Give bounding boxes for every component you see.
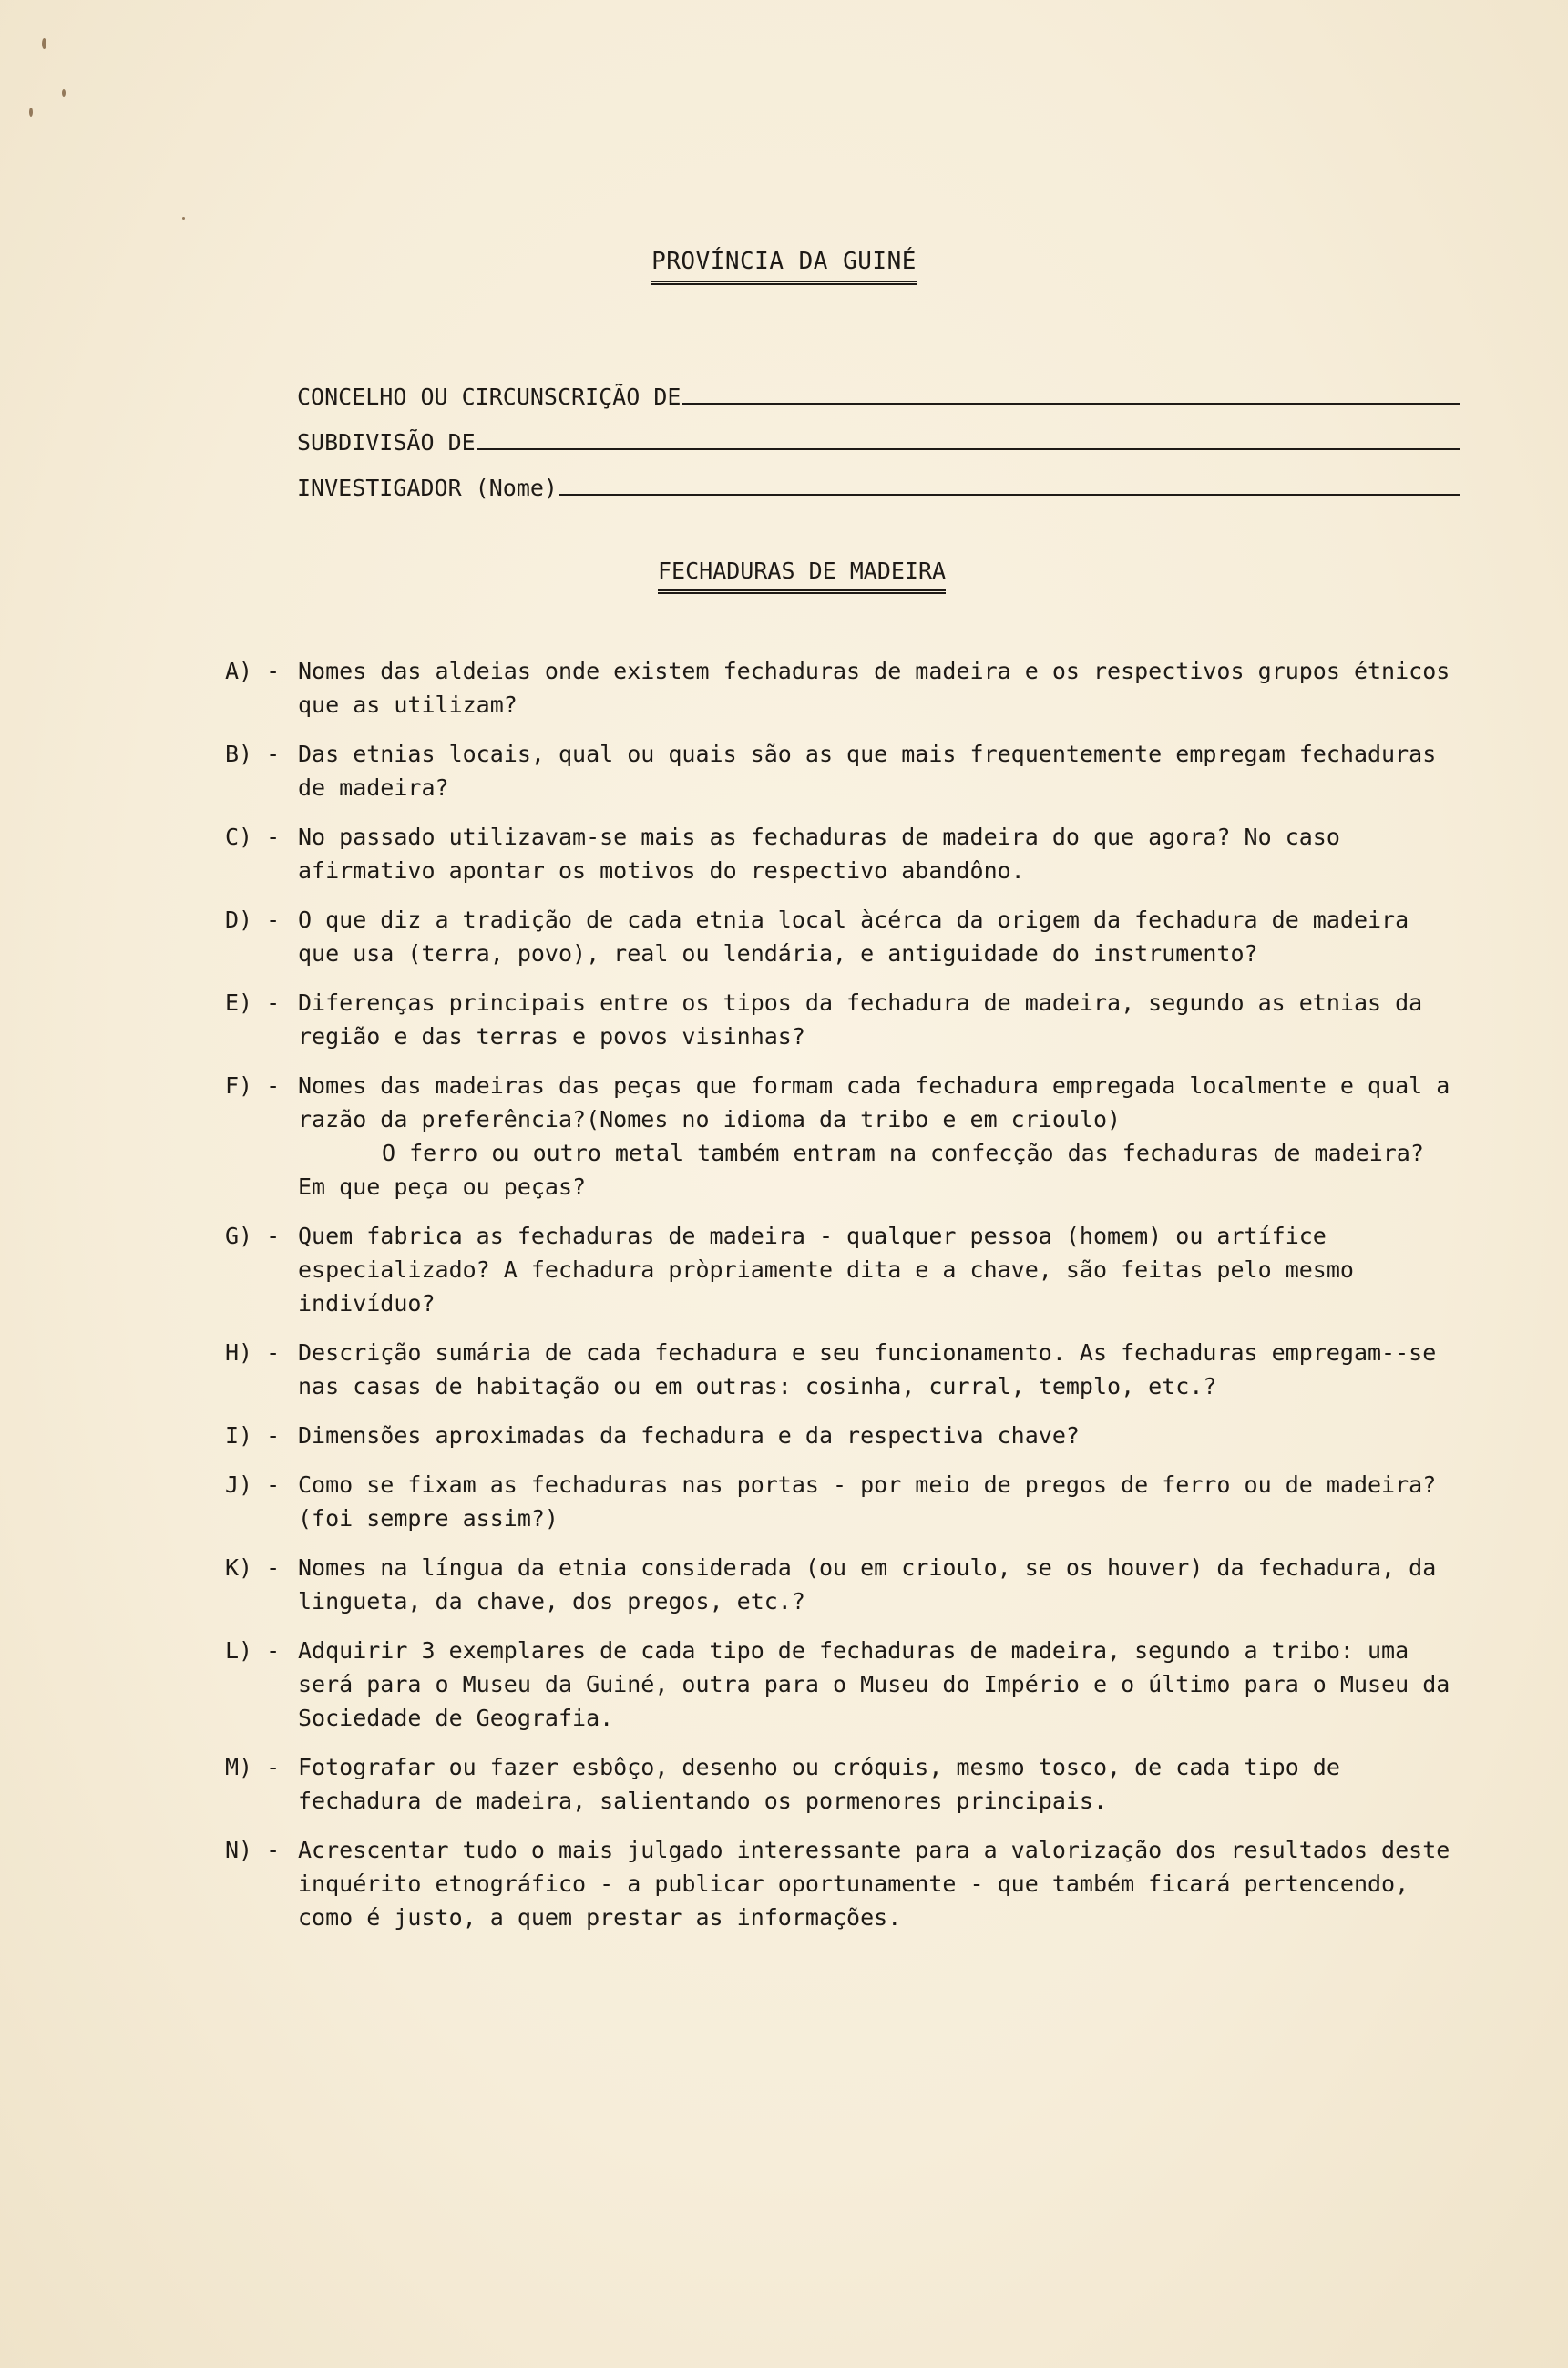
ink-speck — [182, 217, 185, 220]
question-letter: F) - — [225, 1072, 281, 1099]
question-item — [225, 986, 1462, 1053]
question-letter: J) - — [225, 1471, 281, 1498]
field-label: SUBDIVISÃO DE — [297, 429, 476, 456]
question-letter: B) - — [225, 741, 281, 767]
question-letter: L) - — [225, 1637, 281, 1664]
question-item — [225, 1551, 1462, 1618]
question-item — [225, 1069, 1462, 1204]
field-investigador — [297, 456, 1460, 501]
field-concelho — [297, 364, 1460, 410]
question-letter: E) - — [225, 989, 281, 1016]
question-item — [225, 1634, 1462, 1735]
question-item — [225, 737, 1462, 805]
fill-in-line[interactable] — [682, 403, 1460, 405]
question-text: Dimensões aproximadas da fechadura e da respectiva chave? — [298, 1422, 1080, 1449]
question-item — [225, 903, 1462, 970]
question-text-group — [298, 1069, 1462, 1204]
question-text: No passado utilizavam-se mais as fechaduras de madeira do que agora? No caso afirmativo apontar os motivos do respectivo abandôno. — [298, 824, 1340, 884]
question-text: Como se fixam as fechaduras nas portas - por meio de pregos de ferro ou de madeira? (foi sempre assim?) — [298, 1471, 1437, 1532]
question-text: Acrescentar tudo o mais julgado interessante para a valorização dos resultados deste inquérito etnográfico - a publicar oportunamente - que também ficará pertencendo, como é justo, a quem prestar as informações. — [298, 1837, 1450, 1931]
question-item — [225, 1336, 1462, 1403]
question-item — [225, 1219, 1462, 1320]
fill-in-line[interactable] — [477, 448, 1460, 450]
question-letter: M) - — [225, 1754, 281, 1780]
form-fields — [297, 364, 1460, 501]
field-label: CONCELHO OU CIRCUNSCRIÇÃO DE — [297, 384, 682, 410]
question-text: Descrição sumária de cada fechadura e seu funcionamento. As fechaduras empregam--se nas casas de habitação ou em outras: cosinha, curral, templo, etc.? — [298, 1339, 1437, 1399]
question-text: Fotografar ou fazer esbôço, desenho ou cróquis, mesmo tosco, de cada tipo de fechadura de madeira, salientando os pormenores principais. — [298, 1754, 1340, 1814]
section-title — [658, 558, 946, 594]
question-letter: K) - — [225, 1554, 281, 1581]
province-title — [0, 248, 1568, 285]
question-text: Diferenças principais entre os tipos da fechadura de madeira, segundo as etnias da região e das terras e povos visinhas? — [298, 989, 1423, 1050]
question-text: Nomes das aldeias onde existem fechaduras de madeira e os respectivos grupos étnicos que as utilizam? — [298, 658, 1450, 718]
question-item — [225, 1833, 1462, 1934]
fill-in-line[interactable] — [559, 494, 1460, 496]
question-item — [225, 1419, 1462, 1452]
question-item — [225, 654, 1462, 722]
section-title-text: FECHADURAS DE MADEIRA — [658, 558, 946, 594]
question-text: O que diz a tradição de cada etnia local àcérca da origem da fechadura de madeira que usa (terra, povo), real ou lendária, e antiguidade do instrumento? — [298, 907, 1409, 967]
question-item — [225, 1750, 1462, 1818]
field-label: INVESTIGADOR (Nome) — [297, 475, 558, 501]
question-letter: G) - — [225, 1223, 281, 1249]
province-title-text: PROVÍNCIA DA GUINÉ — [651, 248, 917, 285]
question-letter: N) - — [225, 1837, 281, 1863]
question-letter: I) - — [225, 1422, 281, 1449]
ink-speck — [62, 89, 66, 97]
question-list — [225, 654, 1462, 1950]
ink-speck — [29, 108, 33, 117]
question-text: Nomes das madeiras das peças que formam cada fechadura empregada localmente e qual a razão da preferência?(Nomes no idioma da tribo e em crioulo) — [298, 1072, 1450, 1133]
question-letter: D) - — [225, 907, 281, 933]
ink-speck — [42, 38, 46, 49]
question-text: Nomes na língua da etnia considerada (ou em crioulo, se os houver) da fechadura, da lingueta, da chave, dos pregos, etc.? — [298, 1554, 1437, 1615]
question-letter: C) - — [225, 824, 281, 850]
question-letter: H) - — [225, 1339, 281, 1366]
question-item — [225, 1468, 1462, 1535]
question-text: Quem fabrica as fechaduras de madeira - qualquer pessoa (homem) ou artífice especializado? A fechadura pròpriamente dita e a chave, são feitas pelo mesmo indivíduo? — [298, 1223, 1354, 1317]
question-text: Adquirir 3 exemplares de cada tipo de fechaduras de madeira, segundo a tribo: uma será para o Museu da Guiné, outra para o Museu do Império e o último para o Museu da Sociedade de Geografia. — [298, 1637, 1450, 1731]
question-text-continuation: O ferro ou outro metal também entram na confecção das fechaduras de madeira? Em que peça ou peças? — [298, 1140, 1424, 1200]
question-item — [225, 820, 1462, 887]
field-subdivisao — [297, 410, 1460, 456]
question-letter: A) - — [225, 658, 281, 684]
question-text: Das etnias locais, qual ou quais são as que mais frequentemente empregam fechaduras de madeira? — [298, 741, 1437, 801]
